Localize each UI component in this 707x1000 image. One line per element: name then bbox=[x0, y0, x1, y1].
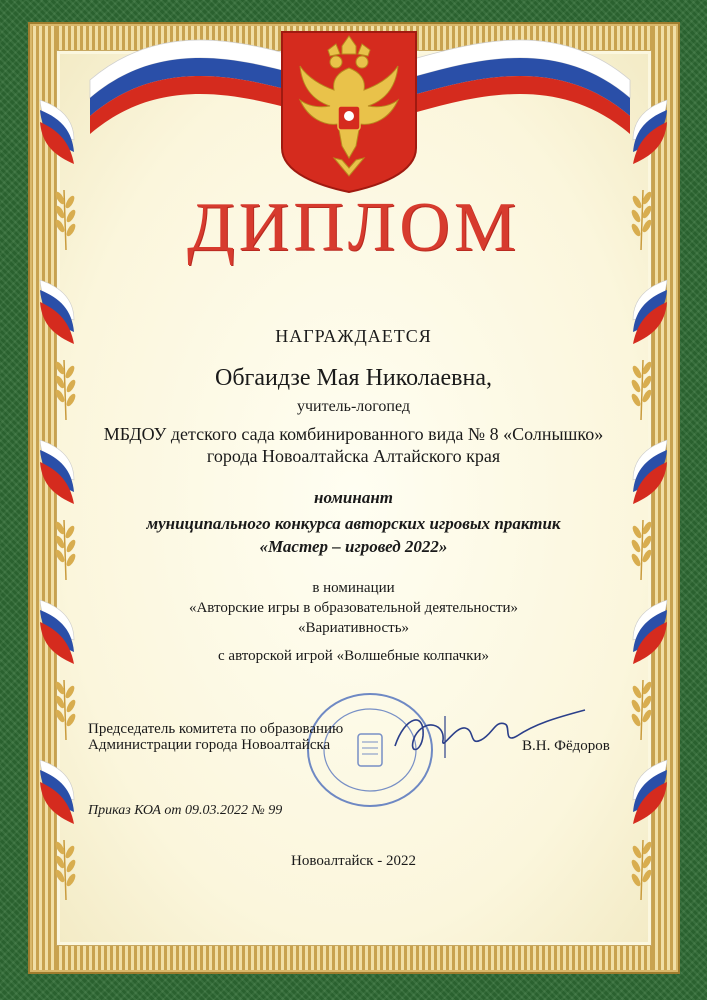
handwritten-signature-icon bbox=[385, 696, 595, 766]
awarded-heading: НАГРАЖДАЕТСЯ bbox=[275, 326, 432, 346]
diploma-title: ДИПЛОМ bbox=[186, 189, 521, 266]
organization-line-1: МБДОУ детского сада комбинированного вида № 8 «Солнышко» bbox=[103, 424, 604, 444]
nominant-label: номинант bbox=[314, 488, 393, 507]
russian-coat-of-arms-icon bbox=[278, 28, 420, 193]
recipient-position: учитель-логопед bbox=[296, 398, 411, 415]
signer-name: В.Н. Фёдоров bbox=[522, 738, 610, 754]
nomination-2: «Вариативность» bbox=[297, 620, 410, 636]
order-reference: Приказ КОА от 09.03.2022 № 99 bbox=[88, 803, 283, 818]
signer-title-line-1: Председатель комитета по образованию bbox=[88, 721, 344, 737]
in-nomination-label: в номинации bbox=[312, 580, 395, 596]
signer-title-line-2: Администрации города Новоалтайска bbox=[88, 737, 331, 753]
nomination-1: «Авторские игры в образовательной деятельности» bbox=[188, 600, 519, 616]
game-title: с авторской игрой «Волшебные колпачки» bbox=[218, 648, 489, 664]
recipient-name: Обгаидзе Мая Николаевна, bbox=[215, 365, 492, 391]
contest-line-2: «Мастер – игровед 2022» bbox=[259, 537, 448, 556]
signer-title bbox=[88, 721, 343, 753]
organization-line-2: города Новоалтайска Алтайского края bbox=[206, 446, 501, 466]
city-year: Новоалтайск - 2022 bbox=[291, 853, 416, 869]
contest-line-1: муниципального конкурса авторских игровых практик bbox=[146, 514, 561, 533]
